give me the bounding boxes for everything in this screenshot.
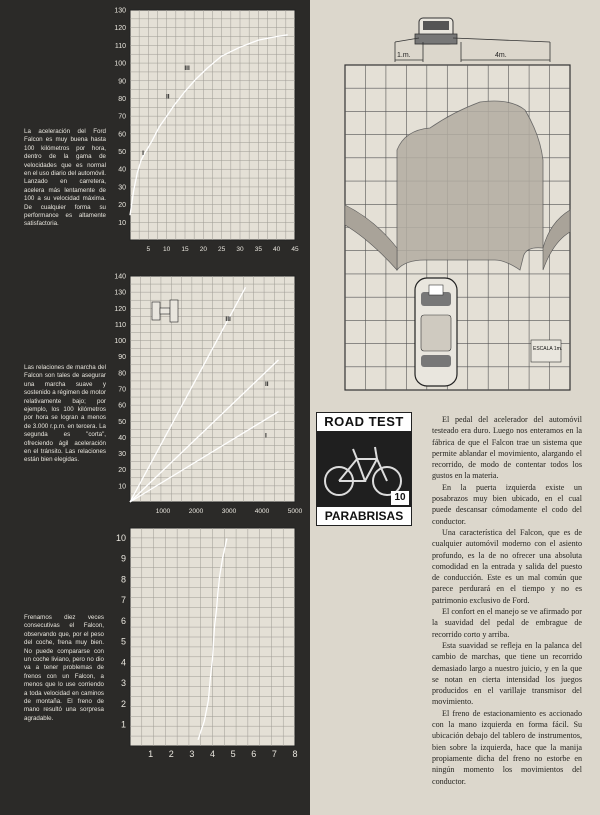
gear-label: I: [142, 150, 144, 158]
y-tick-label: 110: [114, 321, 126, 329]
badge-subtitle: PARABRISAS: [317, 507, 411, 525]
y-tick-label: 40: [118, 166, 126, 174]
y-tick-label: 6: [120, 615, 126, 626]
y-tick-label: 20: [118, 467, 126, 475]
y-tick-label: 60: [118, 402, 126, 410]
y-tick-label: 10: [118, 219, 126, 227]
x-tick-label: 4000: [254, 508, 270, 515]
y-tick-label: 130: [114, 7, 126, 15]
y-tick-label: 100: [114, 338, 126, 346]
gear-label: II: [265, 380, 269, 388]
y-tick-label: 3: [120, 678, 126, 689]
article-paragraph: En la puerta izquierda existe un posabrazos muy bien ubicado, en el cual puede descansar cómodamente el codo del conductor.: [432, 482, 582, 526]
y-tick-label: 4: [120, 657, 126, 668]
article-body: [432, 414, 582, 787]
article-paragraph: Esta suavidad se refleja en la palanca del cambio de marchas, que tiene un recorrido demasiado largo a nuestro juicio, y en la que se notan en cierta intensidad los juegos producidos en el varillaje transmisor del movimiento.: [432, 640, 582, 707]
x-tick-label: 4: [209, 749, 216, 759]
x-tick-label: 3000: [221, 508, 237, 515]
x-tick-label: 8: [292, 749, 298, 759]
y-tick-label: 70: [118, 113, 126, 121]
article-paragraph: Una característica del Falcon, que es de cualquier automóvil moderno con el asiento profundo, es la de no ofrecer una absoluta comodidad en la entrada y salida del puesto de conducción. Este es un mal común que parece perdurará en el tiempo y no es patrimonio exclusivo de Ford.: [432, 527, 582, 605]
dimension-4m: 4m.: [495, 52, 507, 59]
x-tick-label: 7: [271, 749, 277, 759]
y-tick-label: 30: [118, 451, 126, 459]
article-paragraph: El pedal del acelerador del automóvil testeado era duro. Luego nos enteramos en la fábrica de que el Falcon trae un sistema que permite ablandar el movimiento, alargando el recorrido, de modo de contentar todos los gustos en la materia.: [432, 415, 582, 481]
gear-label: I: [265, 432, 267, 440]
x-tick-label: 10: [163, 246, 171, 253]
x-tick-label: 20: [199, 246, 207, 253]
article-paragraph: El confort en el manejo se ve afirmado por la suavidad del pedal de embrague de recorrido corto y arriba.: [432, 607, 582, 639]
y-tick-label: 30: [118, 184, 126, 192]
x-tick-label: 30: [236, 246, 244, 253]
x-tick-label: 5: [146, 246, 151, 253]
y-tick-label: 8: [120, 574, 126, 585]
y-tick-label: 40: [118, 434, 126, 442]
x-tick-label: 6: [251, 749, 257, 759]
y-tick-label: 80: [118, 95, 126, 103]
x-tick-label: 35: [254, 246, 262, 253]
y-tick-label: 140: [114, 273, 126, 281]
scale-label: ESCALA 1m.: [533, 346, 563, 352]
y-tick-label: 90: [118, 78, 126, 86]
x-tick-label: 40: [273, 246, 281, 253]
badge-number: 10: [391, 491, 409, 505]
x-tick-label: 1: [148, 749, 154, 759]
x-tick-label: 25: [218, 246, 226, 253]
y-tick-label: 50: [118, 418, 126, 426]
acceleration-caption: La aceleración del Ford Falcon es muy buena hasta 100 kilómetros por hora, dentro de la gama de velocidades que es normal en el uso diario del automóvil. Lanzado en carretera, acelera más lentamente de 100 a su velocidad máxima. De cualquier forma su performance es altamente satisfactoria.: [24, 128, 106, 228]
y-tick-label: 9: [120, 553, 126, 564]
y-tick-label: 2: [120, 698, 126, 709]
y-tick-label: 5: [120, 636, 126, 647]
y-tick-label: 90: [118, 354, 126, 362]
sightline-right: [453, 38, 550, 42]
x-tick-label: 45: [291, 246, 299, 253]
badge-title: ROAD TEST: [317, 413, 411, 431]
gears-caption: Las relaciones de marcha del Falcon son tales de asegurar una marcha suave y sostenido a régimen de motor relativamente bajo; por ejemplo, los 100 kilómetros por hora se logran a menos de 3.000 r.p.m. en tercera. La segunda es "corta", ofreciendo ágil aceleración en el tránsito. Las relaciones están bien elegidas.: [24, 364, 106, 464]
x-tick-label: 5000: [287, 508, 303, 515]
road-test-badge: [316, 412, 412, 526]
dimension-1m: 1.m.: [397, 52, 411, 59]
y-tick-label: 60: [118, 131, 126, 139]
y-tick-label: 20: [118, 202, 126, 210]
y-tick-label: 100: [114, 60, 126, 68]
y-tick-label: 120: [114, 25, 126, 33]
y-tick-label: 10: [115, 532, 126, 543]
x-tick-label: 2000: [188, 508, 204, 515]
y-tick-label: 50: [118, 149, 126, 157]
x-tick-label: 1000: [155, 508, 171, 515]
article-paragraph: El freno de estacionamiento es accionado con la mano izquierda en forma fácil. Su ubicación debajo del tablero de instrumentos, bien sobre la izquierda, hace que la manija propiamente dicha del freno no estorbe en ningún momento los movimientos del conductor.: [432, 708, 582, 786]
gear-label: III: [184, 65, 190, 73]
x-tick-label: 2: [168, 749, 174, 759]
y-tick-label: 10: [118, 483, 126, 491]
x-tick-label: 3: [189, 749, 195, 759]
y-tick-label: 1: [120, 719, 126, 730]
gear-label: III: [225, 316, 231, 324]
brakes-caption: Frenamos diez veces consecutivas el Falcon, observando que, por el peso del coche, frena muy bien. No puede compararse con un coche liviano, pero no dio va a tener problemas de frenos con un Falcon, a menos que lo use corriendo a toda velocidad en caminos de montaña. El freno de mano resultó una sorpresa agradable.: [24, 614, 104, 722]
x-tick-label: 5: [230, 749, 236, 759]
y-tick-label: 80: [118, 370, 126, 378]
y-tick-label: 110: [114, 42, 126, 50]
y-tick-label: 70: [118, 386, 126, 394]
y-tick-label: 7: [120, 595, 126, 606]
top-car-icon: [415, 18, 457, 44]
y-tick-label: 120: [114, 305, 126, 313]
y-tick-label: 130: [114, 289, 126, 297]
x-tick-label: 15: [181, 246, 189, 253]
bottom-car-icon: [415, 278, 457, 386]
visibility-diagram: [335, 10, 585, 405]
gear-label: II: [166, 93, 170, 101]
